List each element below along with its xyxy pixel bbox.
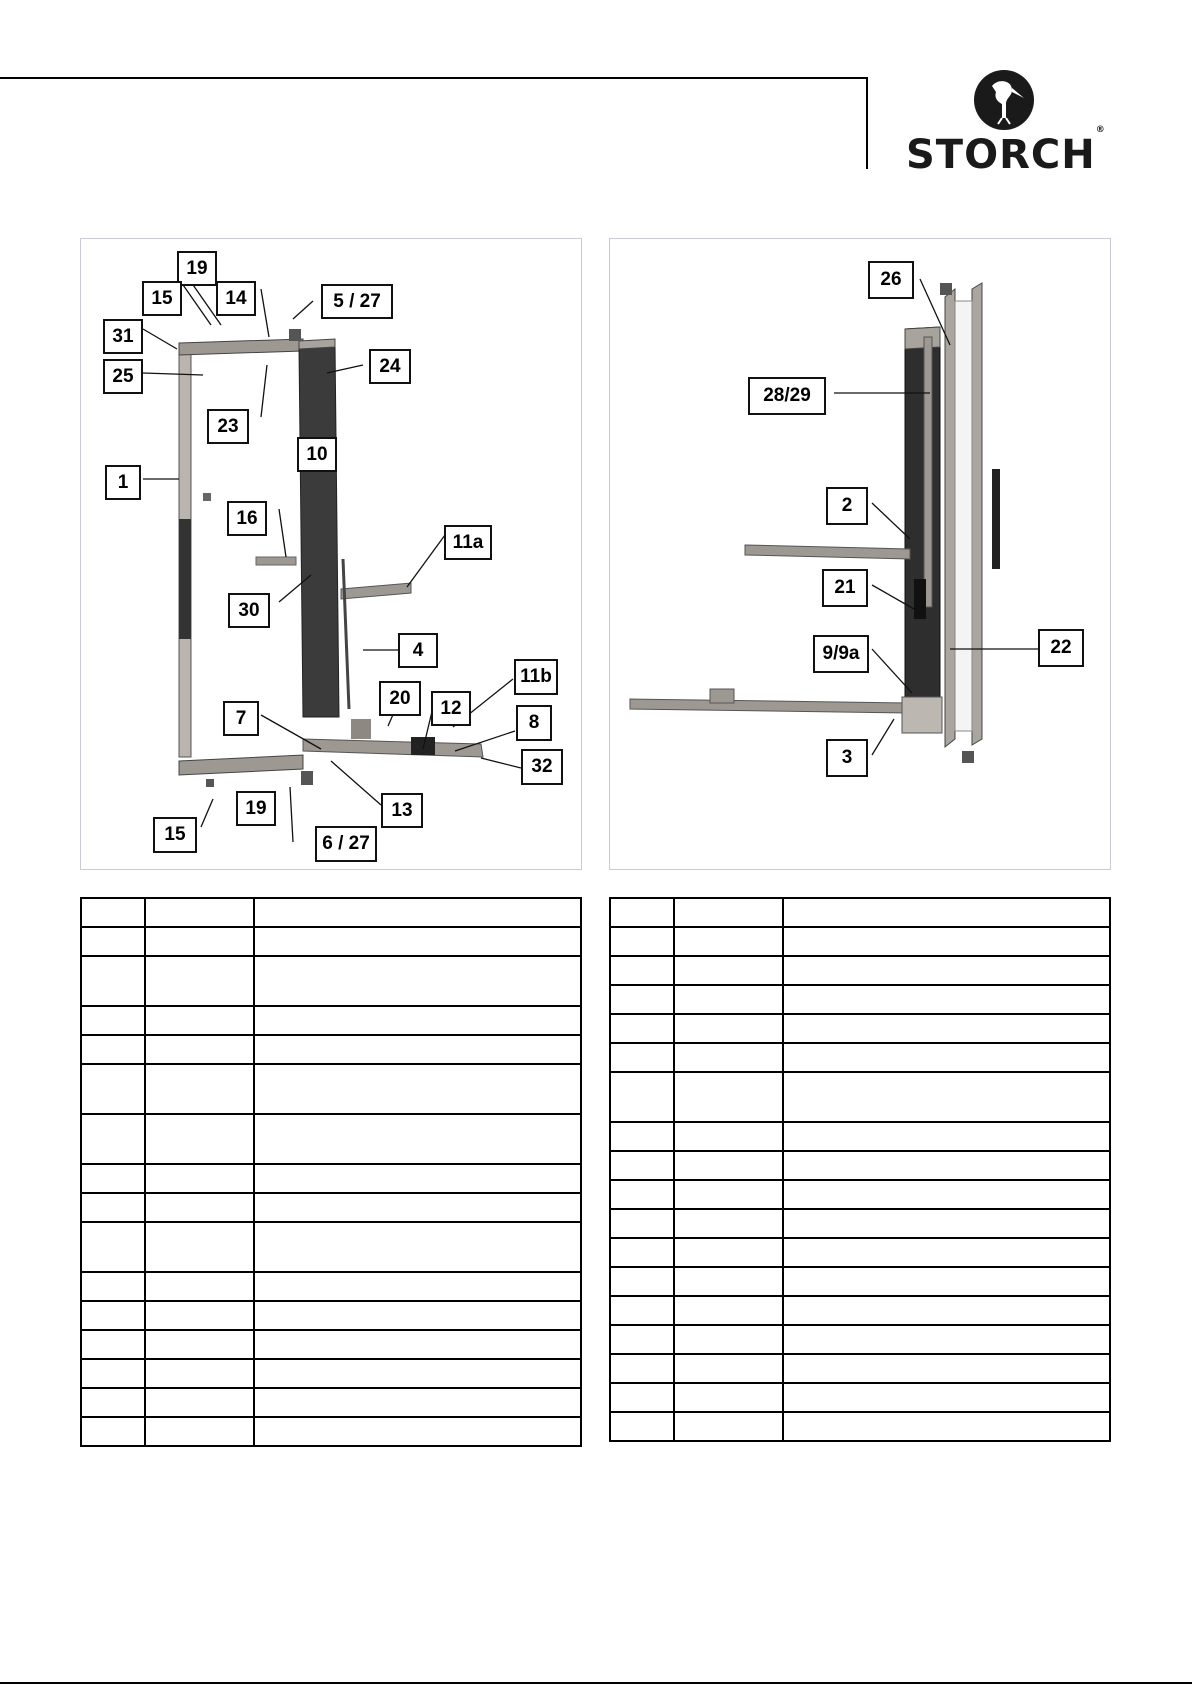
table-cell bbox=[674, 927, 784, 956]
table-cell bbox=[610, 1180, 674, 1209]
table-row bbox=[81, 956, 581, 1006]
parts-table-right bbox=[609, 897, 1111, 1442]
parts-table-right-body bbox=[610, 898, 1110, 1441]
table-cell bbox=[610, 1014, 674, 1043]
table-cell bbox=[610, 1151, 674, 1180]
table-cell bbox=[783, 1325, 1110, 1354]
table-cell bbox=[674, 985, 784, 1014]
table-cell bbox=[81, 1301, 145, 1330]
table-cell bbox=[610, 1072, 674, 1122]
table-cell bbox=[145, 1006, 255, 1035]
table-cell bbox=[145, 1035, 255, 1064]
table-cell bbox=[254, 1006, 581, 1035]
table-cell bbox=[145, 1164, 255, 1193]
table-row bbox=[81, 1064, 581, 1114]
table-cell bbox=[81, 1164, 145, 1193]
table-cell bbox=[610, 1296, 674, 1325]
table-row bbox=[610, 1296, 1110, 1325]
table-cell bbox=[674, 1238, 784, 1267]
table-cell bbox=[610, 956, 674, 985]
table-row bbox=[610, 985, 1110, 1014]
table-cell bbox=[783, 1383, 1110, 1412]
callout-label: 7 bbox=[223, 701, 259, 736]
table-cell bbox=[254, 1359, 581, 1388]
figure-rear-view bbox=[609, 238, 1111, 870]
table-cell bbox=[610, 1412, 674, 1441]
table-cell bbox=[81, 1272, 145, 1301]
table-cell bbox=[81, 898, 145, 927]
table-cell bbox=[254, 1330, 581, 1359]
table-cell bbox=[145, 1193, 255, 1222]
table-cell bbox=[254, 1035, 581, 1064]
callout-label: 2 bbox=[826, 487, 868, 525]
table-cell bbox=[145, 1222, 255, 1272]
table-cell bbox=[254, 1064, 581, 1114]
table-cell bbox=[783, 898, 1110, 927]
table-cell bbox=[783, 1180, 1110, 1209]
table-cell bbox=[674, 1072, 784, 1122]
header-rule-vertical bbox=[866, 77, 868, 169]
table-row bbox=[610, 1072, 1110, 1122]
callout-label: 25 bbox=[103, 359, 143, 394]
table-cell bbox=[254, 1301, 581, 1330]
table-row bbox=[610, 1180, 1110, 1209]
callout-label: 9/9a bbox=[813, 635, 869, 673]
brand-wordmark bbox=[906, 124, 1106, 178]
table-cell bbox=[783, 985, 1110, 1014]
table-row bbox=[81, 1164, 581, 1193]
table-row bbox=[81, 1035, 581, 1064]
callout-label: 15 bbox=[142, 281, 182, 316]
callout-label: 14 bbox=[216, 281, 256, 316]
callout-label: 12 bbox=[431, 691, 471, 726]
header-rule bbox=[0, 77, 868, 79]
table-cell bbox=[145, 1272, 255, 1301]
table-cell bbox=[674, 1412, 784, 1441]
table-cell bbox=[610, 1238, 674, 1267]
table-row bbox=[81, 1359, 581, 1388]
table-cell bbox=[610, 1209, 674, 1238]
table-cell bbox=[783, 956, 1110, 985]
table-row bbox=[610, 1151, 1110, 1180]
table-cell bbox=[254, 898, 581, 927]
table-cell bbox=[674, 1151, 784, 1180]
table-cell bbox=[674, 1354, 784, 1383]
table-cell bbox=[610, 1354, 674, 1383]
parts-table-left bbox=[80, 897, 582, 1447]
table-cell bbox=[674, 1296, 784, 1325]
table-cell bbox=[674, 1014, 784, 1043]
table-cell bbox=[254, 1114, 581, 1164]
callout-label: 20 bbox=[379, 681, 421, 716]
table-row bbox=[81, 1222, 581, 1272]
table-row bbox=[610, 1238, 1110, 1267]
table-row bbox=[81, 1193, 581, 1222]
table-cell bbox=[145, 956, 255, 1006]
callout-label: 4 bbox=[398, 633, 438, 668]
stork-logo-icon bbox=[972, 68, 1036, 132]
table-row bbox=[610, 1325, 1110, 1354]
callout-label: 23 bbox=[207, 409, 249, 444]
table-row bbox=[81, 1114, 581, 1164]
table-cell bbox=[145, 1388, 255, 1417]
table-cell bbox=[783, 1014, 1110, 1043]
table-cell bbox=[81, 1417, 145, 1446]
table-cell bbox=[610, 1267, 674, 1296]
table-cell bbox=[81, 1064, 145, 1114]
table-cell bbox=[610, 927, 674, 956]
table-row bbox=[610, 1354, 1110, 1383]
table-cell bbox=[81, 956, 145, 1006]
table-row bbox=[81, 1388, 581, 1417]
leader-lines-front bbox=[81, 239, 581, 869]
table-cell bbox=[81, 1330, 145, 1359]
table-cell bbox=[783, 1267, 1110, 1296]
table-cell bbox=[610, 1383, 674, 1412]
table-cell bbox=[783, 1412, 1110, 1441]
table-cell bbox=[145, 1359, 255, 1388]
table-cell bbox=[610, 985, 674, 1014]
table-row bbox=[610, 1383, 1110, 1412]
table-cell bbox=[674, 1043, 784, 1072]
table-cell bbox=[783, 927, 1110, 956]
table-cell bbox=[610, 1325, 674, 1354]
table-cell bbox=[674, 1267, 784, 1296]
callout-label: 5 / 27 bbox=[321, 284, 393, 319]
callout-label: 24 bbox=[369, 349, 411, 384]
table-cell bbox=[674, 1325, 784, 1354]
table-cell bbox=[145, 1114, 255, 1164]
table-cell bbox=[783, 1043, 1110, 1072]
parts-table-left-body bbox=[81, 898, 581, 1446]
callout-label: 11b bbox=[514, 659, 558, 695]
table-row bbox=[610, 1122, 1110, 1151]
callout-label: 21 bbox=[822, 569, 868, 607]
table-cell bbox=[783, 1209, 1110, 1238]
table-cell bbox=[783, 1122, 1110, 1151]
table-row bbox=[81, 1330, 581, 1359]
table-cell bbox=[81, 1114, 145, 1164]
registered-mark: ® bbox=[1095, 124, 1106, 135]
callout-label: 15 bbox=[153, 817, 197, 853]
table-cell bbox=[674, 898, 784, 927]
table-cell bbox=[145, 1064, 255, 1114]
callout-label: 10 bbox=[297, 437, 337, 472]
table-cell bbox=[145, 1301, 255, 1330]
table-cell bbox=[81, 927, 145, 956]
table-row bbox=[610, 1412, 1110, 1441]
table-row bbox=[81, 927, 581, 956]
table-cell bbox=[674, 1383, 784, 1412]
table-cell bbox=[674, 1209, 784, 1238]
brand-name: STORCH bbox=[906, 132, 1096, 178]
table-cell bbox=[145, 898, 255, 927]
table-cell bbox=[674, 1122, 784, 1151]
callout-label: 16 bbox=[227, 501, 267, 536]
table-row bbox=[610, 927, 1110, 956]
callout-label: 11a bbox=[444, 525, 492, 560]
table-cell bbox=[610, 1122, 674, 1151]
table-cell bbox=[254, 1222, 581, 1272]
callout-label: 19 bbox=[177, 251, 217, 286]
table-cell bbox=[81, 1222, 145, 1272]
table-cell bbox=[81, 1006, 145, 1035]
table-cell bbox=[81, 1359, 145, 1388]
callout-label: 8 bbox=[516, 705, 552, 741]
table-cell bbox=[783, 1238, 1110, 1267]
table-row bbox=[81, 898, 581, 927]
callout-label: 6 / 27 bbox=[315, 826, 377, 862]
table-cell bbox=[674, 956, 784, 985]
table-row bbox=[610, 1043, 1110, 1072]
table-cell bbox=[254, 927, 581, 956]
table-cell bbox=[254, 1417, 581, 1446]
table-row bbox=[81, 1272, 581, 1301]
table-cell bbox=[783, 1296, 1110, 1325]
table-cell bbox=[783, 1072, 1110, 1122]
callout-label: 30 bbox=[228, 593, 270, 628]
callout-label: 32 bbox=[521, 749, 563, 785]
table-cell bbox=[610, 898, 674, 927]
callout-label: 1 bbox=[105, 465, 141, 500]
table-cell bbox=[145, 1330, 255, 1359]
callout-label: 13 bbox=[381, 793, 423, 828]
table-cell bbox=[81, 1035, 145, 1064]
table-cell bbox=[254, 1272, 581, 1301]
table-cell bbox=[674, 1180, 784, 1209]
table-row bbox=[610, 956, 1110, 985]
table-row bbox=[610, 1014, 1110, 1043]
table-cell bbox=[254, 1164, 581, 1193]
callout-label: 31 bbox=[103, 319, 143, 354]
footer-rule bbox=[0, 1682, 1192, 1684]
table-cell bbox=[254, 1193, 581, 1222]
callout-label: 3 bbox=[826, 739, 868, 777]
table-cell bbox=[783, 1151, 1110, 1180]
table-cell bbox=[145, 1417, 255, 1446]
table-row bbox=[610, 1267, 1110, 1296]
callout-label: 22 bbox=[1038, 629, 1084, 667]
table-row bbox=[610, 898, 1110, 927]
table-cell bbox=[145, 927, 255, 956]
table-cell bbox=[81, 1193, 145, 1222]
callout-label: 26 bbox=[868, 261, 914, 299]
figure-front-view bbox=[80, 238, 582, 870]
table-cell bbox=[254, 956, 581, 1006]
table-cell bbox=[81, 1388, 145, 1417]
callout-label: 28/29 bbox=[748, 377, 826, 415]
callout-label: 19 bbox=[236, 791, 276, 826]
table-row bbox=[81, 1006, 581, 1035]
table-cell bbox=[254, 1388, 581, 1417]
table-row bbox=[610, 1209, 1110, 1238]
table-cell bbox=[783, 1354, 1110, 1383]
table-cell bbox=[610, 1043, 674, 1072]
table-row bbox=[81, 1301, 581, 1330]
table-row bbox=[81, 1417, 581, 1446]
